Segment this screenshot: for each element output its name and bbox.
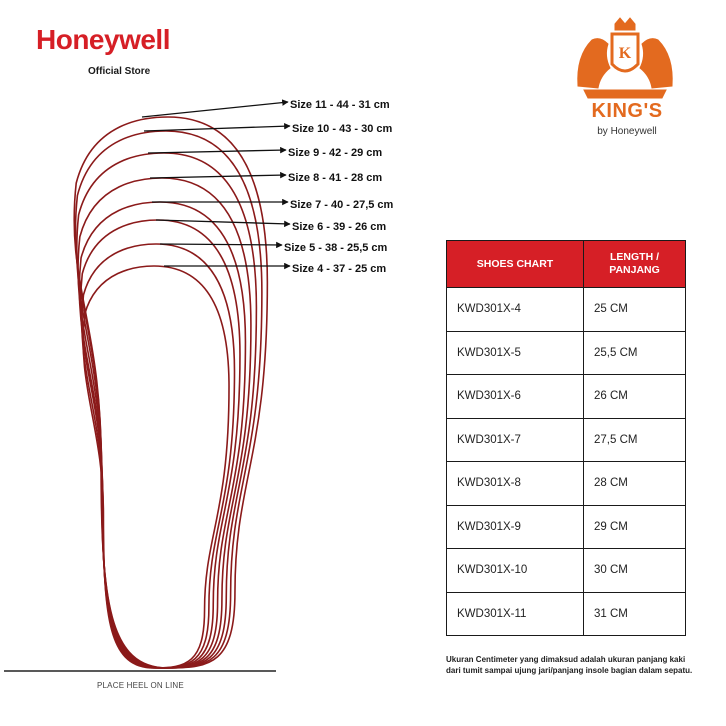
- table-header-row: [447, 241, 686, 288]
- insole-outline: [79, 202, 245, 668]
- length-cell: 31 CM: [584, 592, 686, 636]
- size-label: Size 10 - 43 - 30 cm: [292, 123, 393, 135]
- kings-subtitle: by Honeywell: [597, 126, 657, 137]
- length-cell: 29 CM: [584, 505, 686, 549]
- model-cell: KWD301X-9: [447, 505, 584, 549]
- honeywell-logo: Honeywell: [36, 24, 170, 55]
- table-row: [447, 375, 686, 419]
- lion-crest-icon: [570, 16, 680, 106]
- model-cell: KWD301X-11: [447, 592, 584, 636]
- size-label: Size 5 - 38 - 25,5 cm: [284, 242, 388, 254]
- insole-outline: [78, 178, 251, 668]
- length-cell: 30 CM: [584, 549, 686, 593]
- table-row: [447, 418, 686, 462]
- table-row: [447, 549, 686, 593]
- length-header-line2: PANJANG: [609, 264, 660, 276]
- arrow-right-icon: [150, 175, 286, 178]
- model-cell: KWD301X-4: [447, 288, 584, 332]
- size-label: Size 9 - 42 - 29 cm: [288, 147, 383, 159]
- length-header-line1: LENGTH /: [610, 251, 659, 263]
- table-row: [447, 462, 686, 506]
- model-cell: KWD301X-5: [447, 331, 584, 375]
- model-cell: KWD301X-10: [447, 549, 584, 593]
- model-cell: KWD301X-7: [447, 418, 584, 462]
- size-label: Size 11 - 44 - 31 cm: [290, 99, 390, 111]
- arrow-right-icon: [160, 244, 282, 245]
- length-cell: 25,5 CM: [584, 331, 686, 375]
- table-row: [447, 592, 686, 636]
- shoes-size-table: [446, 240, 686, 636]
- size-label: Size 4 - 37 - 25 cm: [292, 263, 387, 275]
- size-label: Size 8 - 41 - 28 cm: [288, 172, 383, 184]
- svg-text:K: K: [618, 45, 632, 62]
- table-row: [447, 331, 686, 375]
- length-cell: 28 CM: [584, 462, 686, 506]
- insole-outline: [82, 244, 235, 668]
- table-row: [447, 505, 686, 549]
- size-label: Size 7 - 40 - 27,5 cm: [290, 199, 394, 211]
- arrow-right-icon: [142, 102, 288, 117]
- insole-size-guide: [0, 90, 420, 700]
- heel-instruction: PLACE HEEL ON LINE: [97, 681, 184, 690]
- insole-outline: [81, 220, 240, 668]
- length-cell: 26 CM: [584, 375, 686, 419]
- official-store-label: Official Store: [88, 66, 151, 77]
- measurement-note: Ukuran Centimeter yang dimaksud adalah ukuran panjang kaki dari tumit sampai ujung jari/panjang insole bagian dalam sepatu.: [446, 655, 693, 675]
- size-label: Size 6 - 39 - 26 cm: [292, 221, 387, 233]
- column-header-length: [584, 241, 686, 288]
- length-cell: 27,5 CM: [584, 418, 686, 462]
- kings-brand-name: KING'S: [591, 100, 663, 122]
- length-cell: 25 CM: [584, 288, 686, 332]
- insole-outline: [83, 266, 229, 668]
- model-cell: KWD301X-8: [447, 462, 584, 506]
- model-cell: KWD301X-6: [447, 375, 584, 419]
- table-row: [447, 288, 686, 332]
- arrow-right-icon: [148, 150, 286, 153]
- column-header-model: SHOES CHART: [447, 241, 584, 288]
